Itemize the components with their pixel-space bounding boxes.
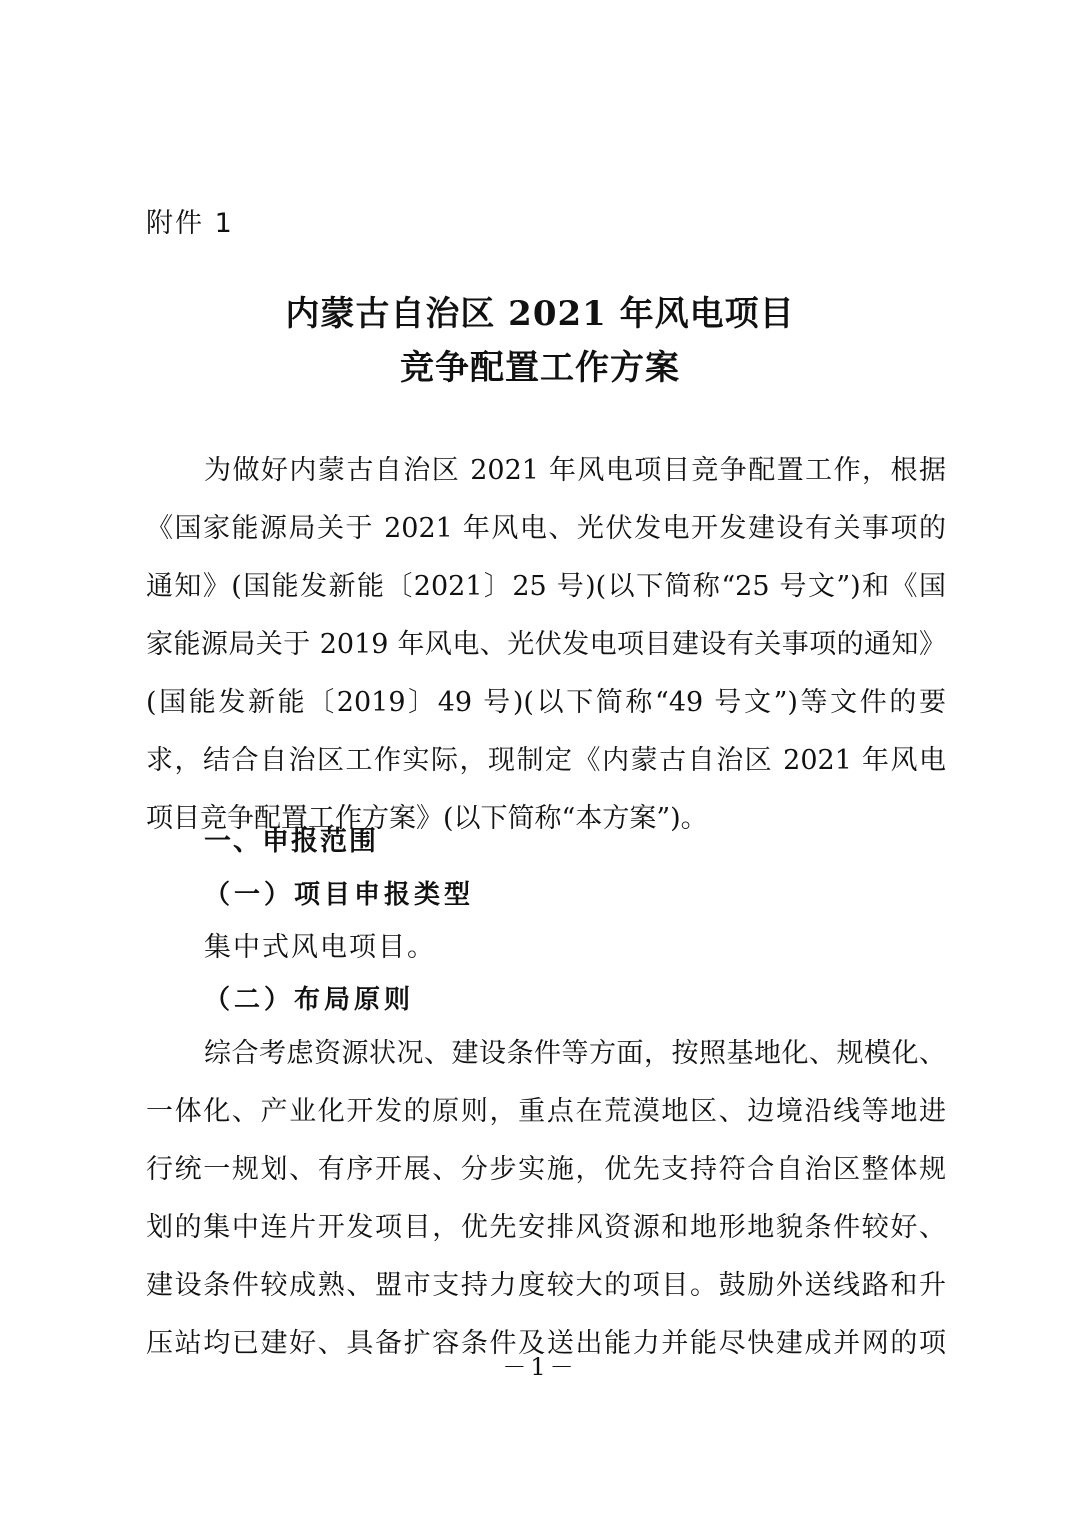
paragraph-line: 压站均已建好、具备扩容条件及送出能力并能尽快建成并网的项	[146, 1328, 946, 1359]
paragraph-line: 家能源局关于 2019 年风电、光伏发电项目建设有关事项的通知》	[146, 629, 946, 660]
paragraph-line: (国能发新能〔2019〕49 号)(以下简称“49 号文”)等文件的要	[146, 687, 946, 718]
document-title-line-2: 竞争配置工作方案	[400, 348, 680, 388]
paragraph-line: 项目竞争配置工作方案》(以下简称“本方案”)。	[146, 803, 708, 834]
paragraph-line: 一体化、产业化开发的原则，重点在荒漠地区、边境沿线等地进	[146, 1096, 946, 1127]
paragraph-line: 通知》(国能发新能〔2021〕25 号)(以下简称“25 号文”)和《国	[146, 571, 946, 602]
document-title-line-1: 内蒙古自治区 2021 年风电项目	[285, 294, 795, 334]
intro-paragraph	[146, 442, 946, 848]
paragraph-line: 综合考虑资源状况、建设条件等方面，按照基地化、规模化、	[204, 1038, 946, 1069]
layout-principle-paragraph	[146, 1025, 946, 1373]
paragraph-line: 划的集中连片开发项目，优先安排风资源和地形地貌条件较好、	[146, 1212, 946, 1243]
project-type-text: 集中式风电项目。	[204, 932, 436, 963]
paragraph-line: 建设条件较成熟、盟市支持力度较大的项目。鼓励外送线路和升	[146, 1270, 946, 1301]
paragraph-line: 行统一规划、有序开展、分步实施，优先支持符合自治区整体规	[146, 1154, 946, 1185]
paragraph-line: 《国家能源局关于 2021 年风电、光伏发电开发建设有关事项的	[146, 513, 946, 544]
subsection-heading-project-type: （一）项目申报类型	[204, 880, 475, 910]
paragraph-line: 为做好内蒙古自治区 2021 年风电项目竞争配置工作，根据	[204, 455, 946, 486]
paragraph-line: 求，结合自治区工作实际，现制定《内蒙古自治区 2021 年风电	[146, 745, 946, 776]
subsection-heading-layout-principle: （二）布局原则	[204, 985, 415, 1015]
page-number: －1－	[502, 1353, 578, 1381]
attachment-label: 附件 1	[146, 208, 234, 239]
section-heading-scope: 一、申报范围	[204, 826, 378, 857]
